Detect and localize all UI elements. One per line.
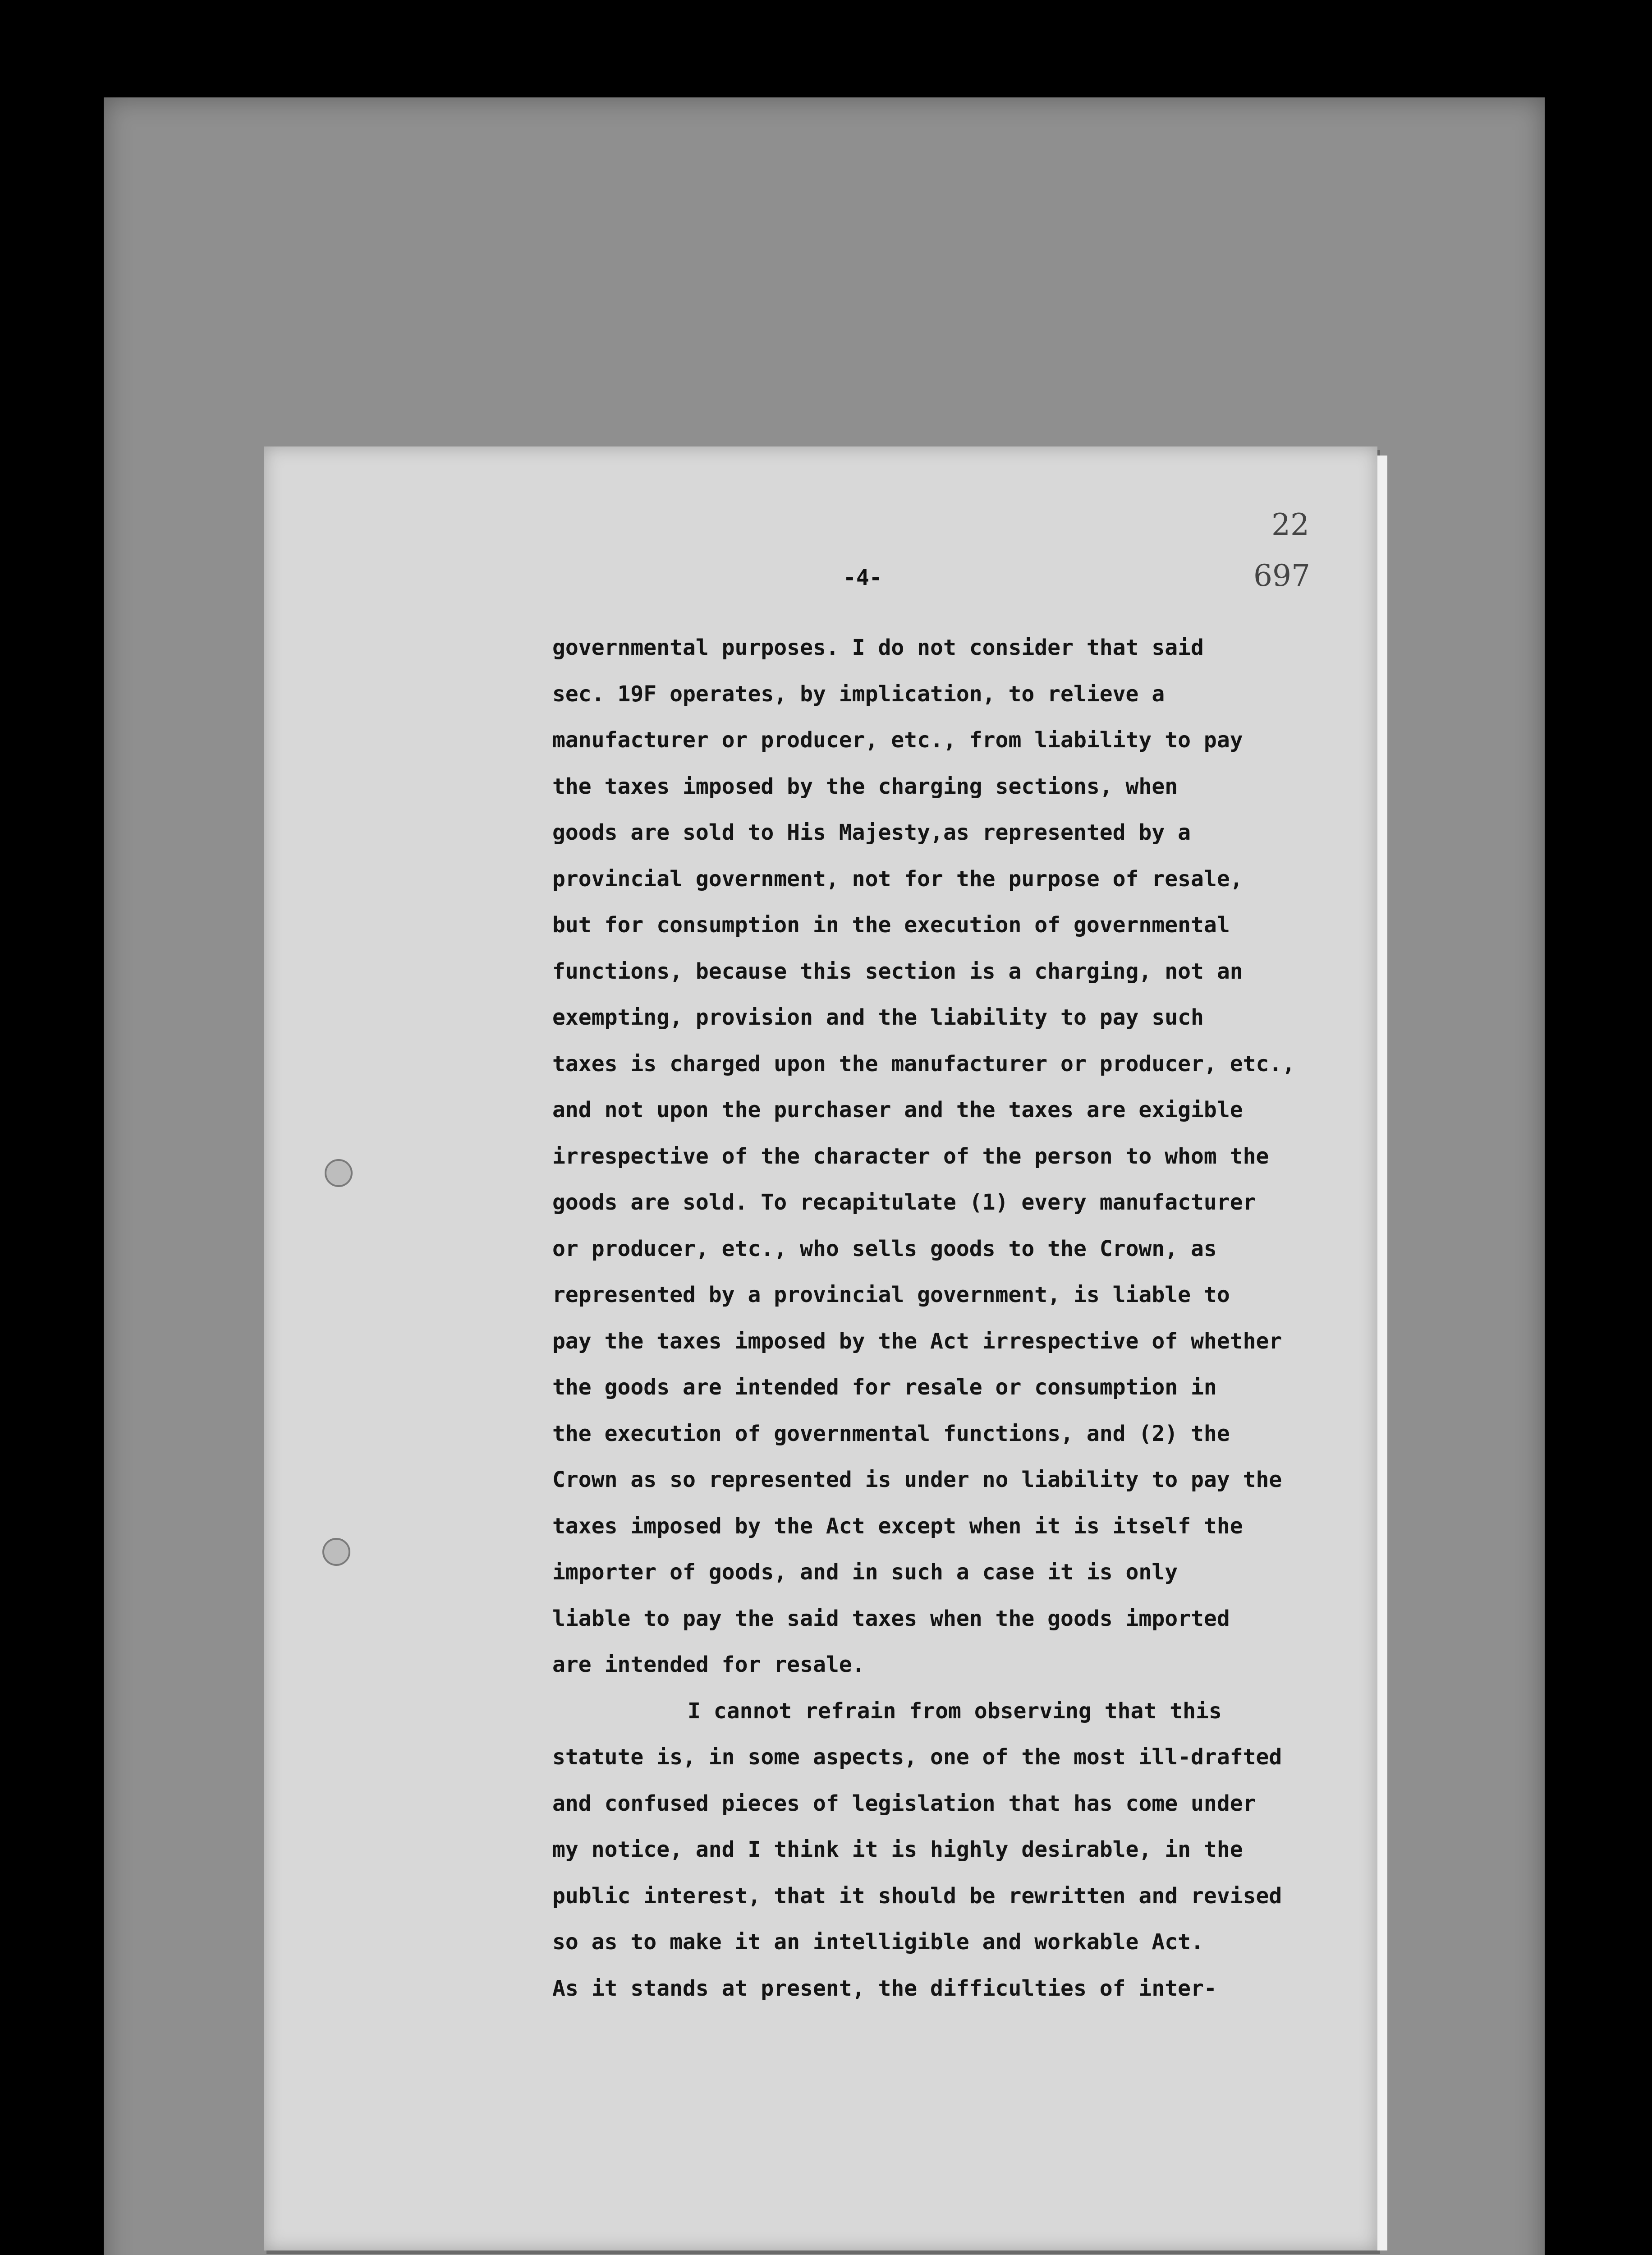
text-line: public interest, that it should be rewritten and revised [552,1883,1282,1909]
text-line: exempting, provision and the liability to pay such [552,1005,1204,1030]
text-line: governmental purposes. I do not consider that said [552,635,1204,660]
page-number: -4- [843,565,882,590]
text-line: sec. 19F operates, by implication, to relieve a [552,681,1165,707]
folio-number-top: 22 [1271,507,1309,542]
text-line: and not upon the purchaser and the taxes are exigible [552,1097,1243,1123]
text-line: the execution of governmental functions, and (2) the [552,1421,1230,1446]
text-line: represented by a provincial government, is liable to [552,1282,1230,1307]
text-line: goods are sold to His Majesty,as represented by a [552,820,1191,845]
text-line: or producer, etc., who sells goods to the Crown, as [552,1236,1217,1261]
text-line: liable to pay the said taxes when the goods imported [552,1606,1230,1631]
folio-number-bottom: 697 [1253,558,1310,593]
text-line: provincial government, not for the purpose of resale, [552,866,1243,892]
text-line: functions, because this section is a charging, not an [552,958,1243,984]
body-text [552,625,1364,2011]
punch-hole-icon [325,1159,353,1187]
text-line: Crown as so represented is under no liability to pay the [552,1467,1282,1492]
punch-hole-icon [322,1538,350,1566]
text-line: goods are sold. To recapitulate (1) every manufacturer [552,1190,1256,1215]
text-line: so as to make it an intelligible and workable Act. [552,1929,1204,1955]
text-line: manufacturer or producer, etc., from liability to pay [552,727,1243,753]
text-line: the goods are intended for resale or consumption in [552,1375,1217,1400]
text-line: As it stands at present, the difficulties of inter- [552,1975,1217,2001]
text-line: importer of goods, and in such a case it is only [552,1560,1178,1585]
text-line: are intended for resale. [552,1652,865,1677]
text-line: the taxes imposed by the charging sections, when [552,773,1178,799]
text-line: pay the taxes imposed by the Act irrespective of whether [552,1328,1282,1354]
text-line: and confused pieces of legislation that has come under [552,1790,1256,1816]
text-line: taxes is charged upon the manufacturer or producer, etc., [552,1051,1295,1077]
text-line: my notice, and I think it is highly desirable, in the [552,1837,1243,1862]
text-line: statute is, in some aspects, one of the most ill-drafted [552,1744,1282,1770]
text-line: but for consumption in the execution of governmental [552,912,1230,938]
text-line: I cannot refrain from observing that this [688,1698,1222,1724]
text-line: taxes imposed by the Act except when it is itself the [552,1513,1243,1539]
page-edge [1377,456,1387,2250]
text-line: irrespective of the character of the person to whom the [552,1143,1269,1169]
